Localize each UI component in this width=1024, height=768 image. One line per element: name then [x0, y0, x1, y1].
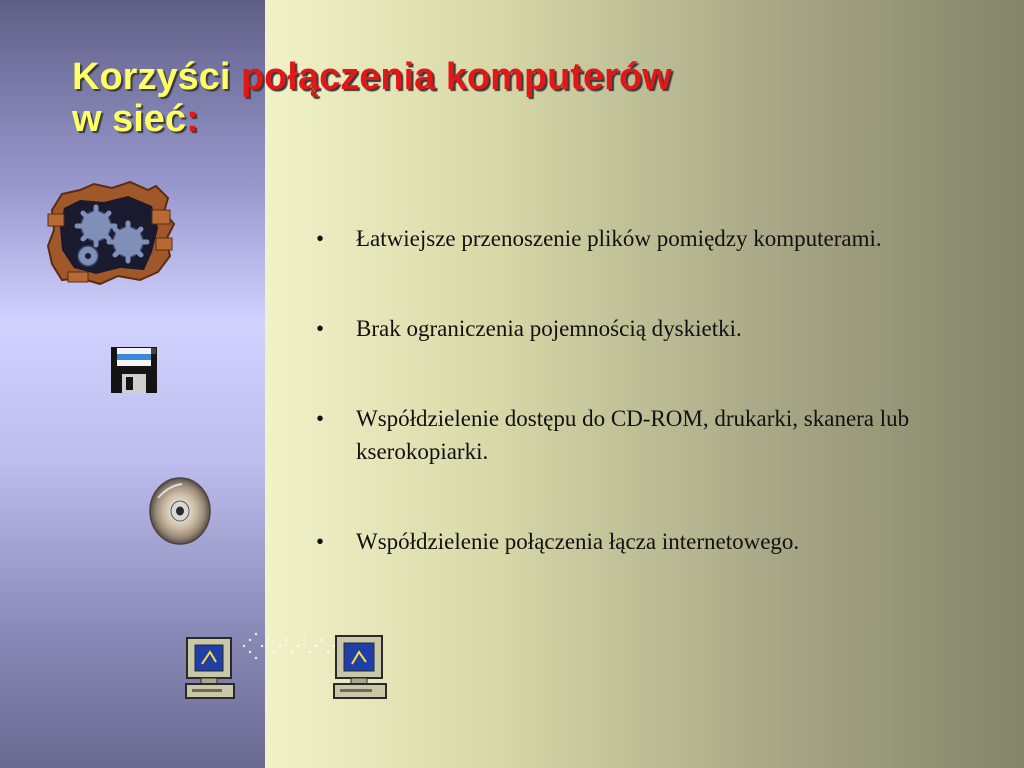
list-item [316, 402, 936, 468]
title-part-1: Korzyści [72, 56, 241, 98]
title-part-3: w sieć [72, 98, 187, 140]
bullet-icon: • [316, 406, 325, 431]
gears-brick-wall-icon [44, 180, 176, 286]
list-item [316, 312, 936, 345]
floppy-disk-icon [110, 346, 158, 394]
bullet-text: Łatwiejsze przenoszenie plików pomiędzy komputerami. [356, 226, 882, 251]
title-part-4: : [186, 98, 199, 140]
bullet-list [316, 222, 936, 558]
list-item [316, 222, 936, 255]
slide-title [72, 56, 972, 140]
bullet-icon: • [316, 226, 325, 251]
networked-computer-icon [184, 636, 238, 702]
bullet-text: Współdzielenie dostępu do CD-ROM, drukarki, skanera lub kserokopiarki. [356, 406, 910, 464]
bullet-icon: • [316, 529, 325, 554]
bullet-text: Współdzielenie połączenia łącza internetowego. [356, 529, 800, 554]
networked-computer-icon [332, 634, 390, 702]
cd-rom-icon [148, 476, 212, 546]
network-link-decoration [240, 628, 336, 664]
bullet-text: Brak ograniczenia pojemnością dyskietki. [356, 316, 742, 341]
title-part-2: połączenia komputerów [240, 56, 672, 98]
list-item [316, 525, 936, 558]
bullet-icon: • [316, 316, 325, 341]
